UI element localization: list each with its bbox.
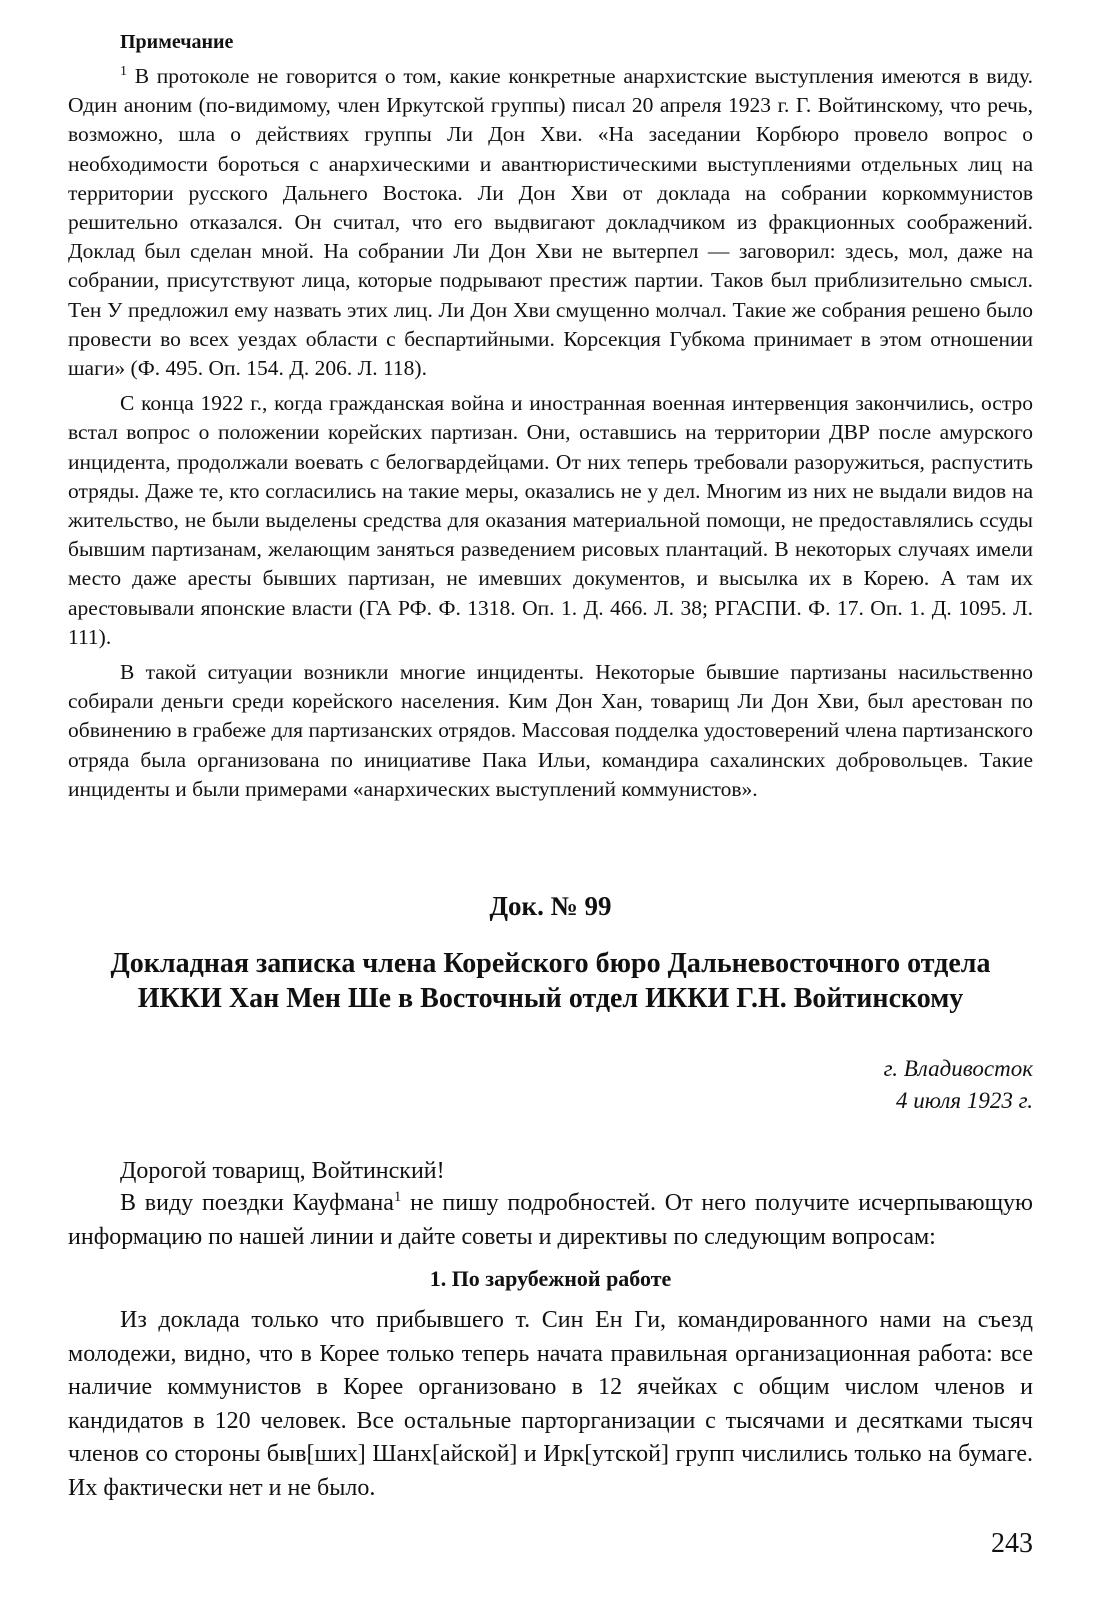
note-paragraph-1-text: В протоколе не говорится о том, какие конкретные анархистские выступления имеются в виду. Один аноним (по-видимому, член Иркутской группы) писал 20 апреля 1923 г. Г. Войтинскому, что речь, возможно, шла о действиях группы Ли Дон Хви. «На заседании Корбюро провело вопрос о необходимости бороться с анархическими и авантюристическими выступлениями отдельных лиц на территории русского Дальнего Востока. Ли Дон Хви от доклада на собрании коркоммунистов решительно отказался. Он считал, что его выдвигают докладчиком из фракционных соображений. Доклад был сделан мной. На собрании Ли Дон Хви не вытерпел — заговорил: здесь, мол, даже на собрании, присутствуют лица, которые подрывают престиж партии. Таков был приблизительно смысл. Тен У предложил ему назвать этих лиц. Ли Дон Хви смущенно молчал. Такие же собрания решено было провести во всех уездах области с беспартийными. Корсекция Губкома принимает в этом отношении шаги» (Ф. 495. Оп. 154. Д. 206. Л. 118). <box>68 64 1033 381</box>
note-paragraph-2: С конца 1922 г., когда гражданская война и иностранная военная интервенция закончились, остро встал вопрос о положении корейских партизан. Они, оставшись на территории ДВР после амурского инцидента, продолжали воевать с белогвардейцами. От них теперь требовали разоружиться, распустить отряды. Даже те, кто согласились на такие меры, оказались не у дел. Многим из них не выдали видов на жительство, не были выделены средства для оказания материальной помощи, не предоставлялись ссуды бывшим партизанам, желающим заняться разведением рисовых плантаций. В некоторых случаях имели место даже аресты бывших партизан, не имевших документов, и высылка их в Корею. А там их арестовывали японские власти (ГА РФ. Ф. 1318. Оп. 1. Д. 466. Л. 38; РГАСПИ. Ф. 17. Оп. 1. Д. 1095. Л. 111). <box>68 391 1033 649</box>
document-number: Док. № 99 <box>489 891 612 922</box>
document-date: 4 июля 1923 г. <box>895 1088 1033 1114</box>
intro-paragraph <box>68 1187 1033 1254</box>
document-title-line-1: Докладная записка члена Корейского бюро Дальневосточного отдела <box>110 948 991 980</box>
section-paragraph: Из доклада только что прибывшего т. Син Ен Ги, командированного нами на съезд молодежи, видно, что в Корее только теперь начата правильная организационная работа: все наличие коммунистов в Корее организовано в 12 ячейках с общим числом членов и кандидатов в 120 человек. Все остальные парторганизации с тысячами и десятками тысяч членов со стороны быв[ших] Шанх[айской] и Ирк[утской] групп числились только на бумаге. Их фактически нет и не было. <box>68 1307 1033 1501</box>
intro-text-start: В виду поездки Кауфмана <box>120 1190 394 1217</box>
footnote-marker: 1 <box>120 64 127 79</box>
note-paragraph-3: В такой ситуации возникли многие инциденты. Некоторые бывшие партизаны насильственно собирали деньги среди корейского населения. Ким Дон Хан, товарищ Ли Дон Хви, был арестован по обвинению в грабеже для партизанских отрядов. Массовая подделка удостоверений члена партизанского отряда была организована по инициативе Пака Ильи, командира сахалинских добровольцев. Такие инциденты и были примерами «анархических выступлений коммунистов». <box>68 660 1033 801</box>
page-number: 243 <box>991 1528 1033 1559</box>
intro-footnote-marker: 1 <box>393 1189 402 1206</box>
document-title-line-2: ИККИ Хан Мен Ше в Восточный отдел ИККИ Г.Н. Войтинскому <box>137 983 964 1015</box>
page-content <box>68 30 1033 1505</box>
document-place: г. Владивосток <box>883 1056 1033 1082</box>
note-heading: Примечание <box>120 31 234 53</box>
salutation: Дорогой товарищ, Войтинский! <box>120 1158 445 1185</box>
section-heading: 1. По зарубежной работе <box>429 1266 672 1292</box>
intro-text-end: не пишу подробностей. От него получите исчерпывающую информацию по нашей линии и дайте советы и директивы по следующим вопросам: <box>68 1190 1033 1250</box>
document-title <box>68 946 1033 1016</box>
note-paragraph-1 <box>68 62 1033 383</box>
